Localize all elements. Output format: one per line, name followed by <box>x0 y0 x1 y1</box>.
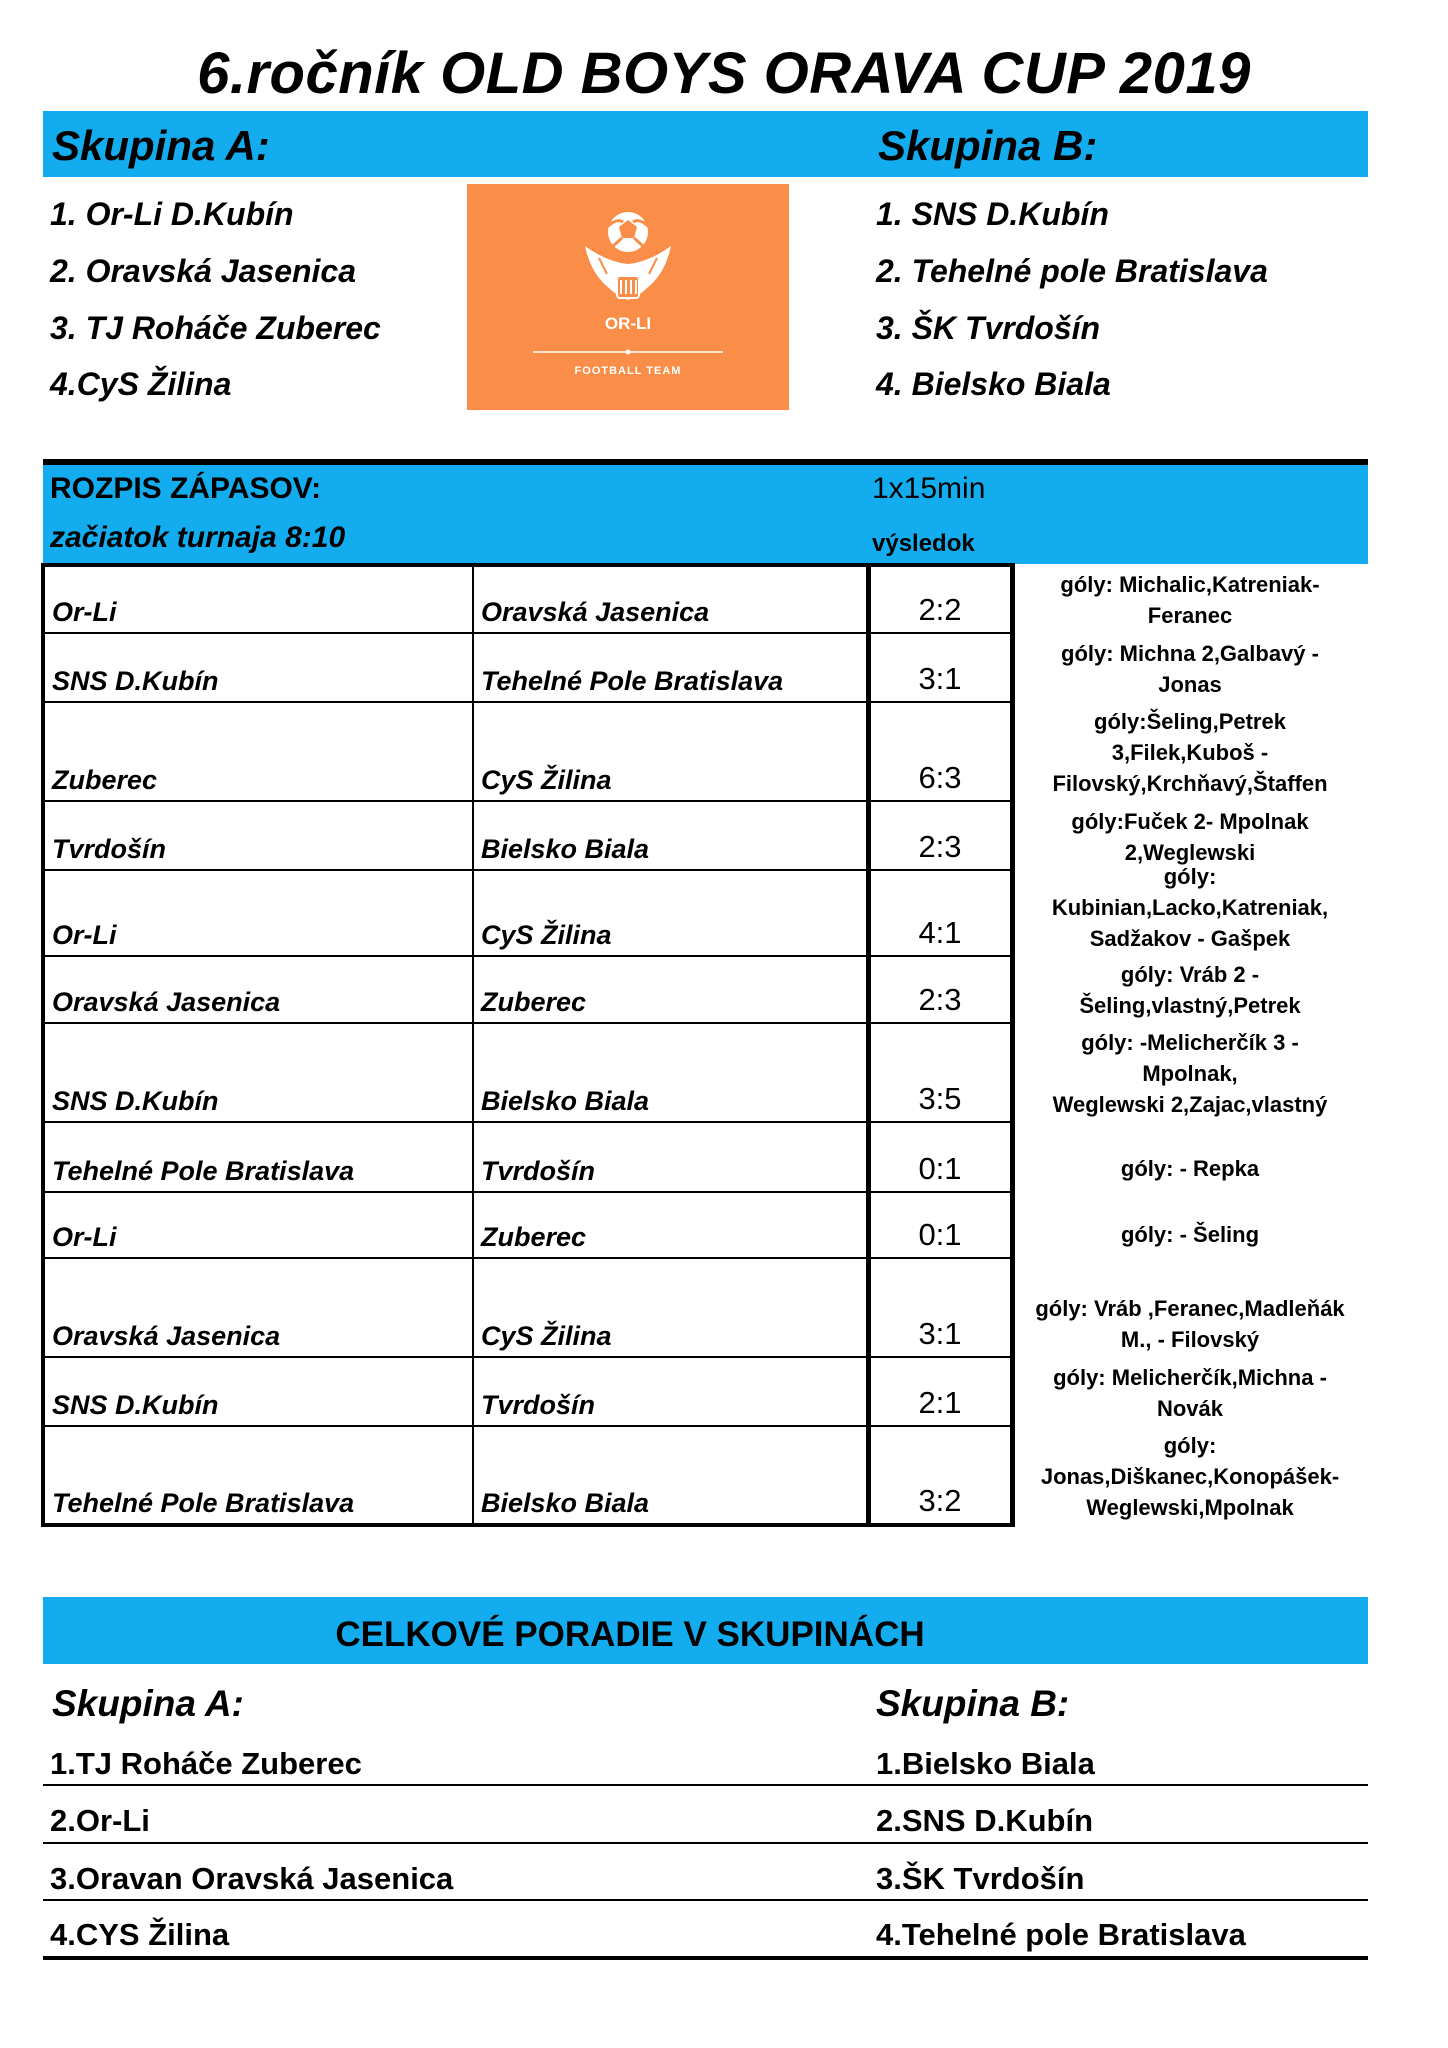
goalscorer-line: Šeling,vlastný,Petrek <box>1079 993 1301 1018</box>
match-away-team: Bielsko Biala <box>473 1023 868 1122</box>
standings-b-item: 2.SNS D.Kubín <box>876 1803 1094 1838</box>
standings-a-item: 1.TJ Roháče Zuberec <box>50 1746 362 1781</box>
match-row <box>43 1122 1012 1192</box>
match-row <box>43 870 1012 956</box>
match-goalscorers <box>1010 806 1370 868</box>
goalscorer-line: 3,Filek,Kuboš - <box>1111 740 1269 765</box>
match-goalscorers <box>1010 1027 1370 1120</box>
match-row <box>43 1426 1012 1525</box>
match-away-team: Zuberec <box>473 956 868 1023</box>
match-score: 3:5 <box>868 1023 1012 1122</box>
match-score: 6:3 <box>868 702 1012 801</box>
match-away-team: CyS Žilina <box>473 702 868 801</box>
goalscorer-line: Weglewski,Mpolnak <box>1086 1495 1294 1520</box>
match-goalscorers <box>1010 1219 1370 1250</box>
match-away-team: Bielsko Biala <box>473 801 868 870</box>
group-b-team: 2. Tehelné pole Bratislava <box>876 253 1268 289</box>
match-home-team: Zuberec <box>43 702 473 801</box>
match-row <box>43 565 1012 633</box>
goalscorer-line: góly:Šeling,Petrek <box>1094 709 1286 734</box>
standings-b-item: 3.ŠK Tvrdošín <box>876 1861 1085 1896</box>
match-row <box>43 801 1012 870</box>
match-away-team: CyS Žilina <box>473 1258 868 1357</box>
page-title: 6.ročník OLD BOYS ORAVA CUP 2019 <box>197 41 1251 106</box>
standings-a-item: 2.Or-Li <box>50 1803 150 1838</box>
match-score: 0:1 <box>868 1122 1012 1192</box>
match-goalscorers <box>1010 1293 1370 1355</box>
standings-divider <box>43 1956 1368 1960</box>
match-row <box>43 702 1012 801</box>
goalscorer-line: góly: - Šeling <box>1120 1222 1260 1247</box>
logo-name: OR-LI <box>604 314 652 333</box>
group-b-team: 4. Bielsko Biala <box>876 366 1111 402</box>
match-row <box>43 1258 1012 1357</box>
group-b-team: 3. ŠK Tvrdošín <box>876 310 1101 346</box>
goalscorer-line: góly: <box>1163 864 1217 889</box>
standings-a-item: 3.Oravan Oravská Jasenica <box>50 1861 454 1896</box>
goalscorer-line: góly:Fuček 2- Mpolnak <box>1071 809 1309 834</box>
match-goalscorers <box>1010 861 1370 954</box>
eagle-football-icon <box>467 184 789 410</box>
goalscorer-line: Kubinian,Lacko,Katreniak, <box>1051 895 1329 920</box>
match-goalscorers <box>1010 638 1370 700</box>
goalscorer-line: góly: - Repka <box>1120 1156 1260 1181</box>
match-home-team: Oravská Jasenica <box>43 1258 473 1357</box>
match-score: 2:1 <box>868 1357 1012 1426</box>
group-a-team: 1. Or-Li D.Kubín <box>50 196 294 232</box>
match-home-team: SNS D.Kubín <box>43 1023 473 1122</box>
match-home-team: Or-Li <box>43 565 473 633</box>
match-home-team: SNS D.Kubín <box>43 1357 473 1426</box>
schedule-heading: ROZPIS ZÁPASOV: <box>50 472 322 505</box>
match-goalscorers <box>1010 1153 1370 1184</box>
match-goalscorers <box>1010 959 1370 1021</box>
goalscorer-line: Sadžakov - Gašpek <box>1089 926 1291 951</box>
match-home-team: Or-Li <box>43 870 473 956</box>
goalscorer-line: góly: Melicherčík,Michna - <box>1053 1365 1327 1390</box>
goalscorer-line: Novák <box>1156 1396 1224 1421</box>
match-home-team: Oravská Jasenica <box>43 956 473 1023</box>
group-a-header: Skupina A: <box>52 122 270 169</box>
match-score: 3:1 <box>868 633 1012 702</box>
goalscorer-line: Filovský,Krchňavý,Štaffen <box>1052 771 1328 796</box>
goalscorer-line: Weglewski 2,Zajac,vlastný <box>1052 1092 1328 1117</box>
group-a-team: 2. Oravská Jasenica <box>50 253 357 289</box>
standings-divider <box>43 1842 1368 1844</box>
standings-a-header: Skupina A: <box>52 1683 244 1724</box>
goalscorer-line: góly: Vráb 2 - <box>1120 962 1260 987</box>
goalscorer-line: góly: <box>1163 1433 1217 1458</box>
match-away-team: Tvrdošín <box>473 1122 868 1192</box>
group-b-header: Skupina B: <box>878 122 1098 169</box>
standings-divider <box>43 1899 1368 1901</box>
match-row <box>43 956 1012 1023</box>
matches-table <box>41 563 1015 1527</box>
match-away-team: Oravská Jasenica <box>473 565 868 633</box>
standings-b-item: 1.Bielsko Biala <box>876 1746 1095 1781</box>
standings-title: CELKOVÉ PORADIE V SKUPINÁCH <box>335 1615 925 1654</box>
or-li-logo <box>467 184 789 410</box>
match-score: 4:1 <box>868 870 1012 956</box>
match-score: 2:3 <box>868 801 1012 870</box>
match-score: 2:2 <box>868 565 1012 633</box>
match-home-team: Tehelné Pole Bratislava <box>43 1122 473 1192</box>
match-goalscorers <box>1010 569 1370 631</box>
standings-a-item: 4.CYS Žilina <box>50 1917 230 1952</box>
group-a-team: 3. TJ Roháče Zuberec <box>50 310 381 346</box>
match-row <box>43 1023 1012 1122</box>
match-away-team: Bielsko Biala <box>473 1426 868 1525</box>
standings-b-item: 4.Tehelné pole Bratislava <box>876 1917 1246 1952</box>
match-format: 1x15min <box>872 472 986 505</box>
goalscorer-line: 2,Weglewski <box>1124 840 1256 865</box>
match-home-team: SNS D.Kubín <box>43 633 473 702</box>
goalscorer-line: Mpolnak, <box>1142 1061 1238 1086</box>
logo-subtitle: FOOTBALL TEAM <box>574 365 682 377</box>
goalscorer-line: góly: Michna 2,Galbavý - <box>1061 641 1319 666</box>
match-row <box>43 633 1012 702</box>
match-score: 3:2 <box>868 1426 1012 1525</box>
tournament-start: začiatok turnaja 8:10 <box>50 521 346 554</box>
match-away-team: Zuberec <box>473 1192 868 1258</box>
match-home-team: Or-Li <box>43 1192 473 1258</box>
match-goalscorers <box>1010 1362 1370 1424</box>
match-goalscorers <box>1010 1430 1370 1523</box>
match-away-team: Tvrdošín <box>473 1357 868 1426</box>
goalscorer-line: Feranec <box>1147 603 1233 628</box>
match-home-team: Tvrdošín <box>43 801 473 870</box>
group-b-team: 1. SNS D.Kubín <box>876 196 1109 232</box>
goalscorer-line: M., - Filovský <box>1120 1327 1260 1352</box>
goalscorer-line: Jonas,Diškanec,Konopášek- <box>1040 1464 1340 1489</box>
match-row <box>43 1357 1012 1426</box>
match-home-team: Tehelné Pole Bratislava <box>43 1426 473 1525</box>
match-score: 0:1 <box>868 1192 1012 1258</box>
goalscorer-line: góly: Vráb ,Feranec,Madleňák <box>1035 1296 1345 1321</box>
standings-divider <box>43 1784 1368 1786</box>
result-label: výsledok <box>872 530 975 557</box>
goalscorer-line: góly: -Melicherčík 3 - <box>1081 1030 1299 1055</box>
match-away-team: CyS Žilina <box>473 870 868 956</box>
match-goalscorers <box>1010 706 1370 799</box>
match-score: 2:3 <box>868 956 1012 1023</box>
standings-b-header: Skupina B: <box>876 1683 1070 1724</box>
goalscorer-line: Jonas <box>1158 672 1222 697</box>
group-a-team: 4.CyS Žilina <box>50 366 232 402</box>
goalscorer-line: góly: Michalic,Katreniak- <box>1060 572 1320 597</box>
match-row <box>43 1192 1012 1258</box>
match-score: 3:1 <box>868 1258 1012 1357</box>
match-away-team: Tehelné Pole Bratislava <box>473 633 868 702</box>
